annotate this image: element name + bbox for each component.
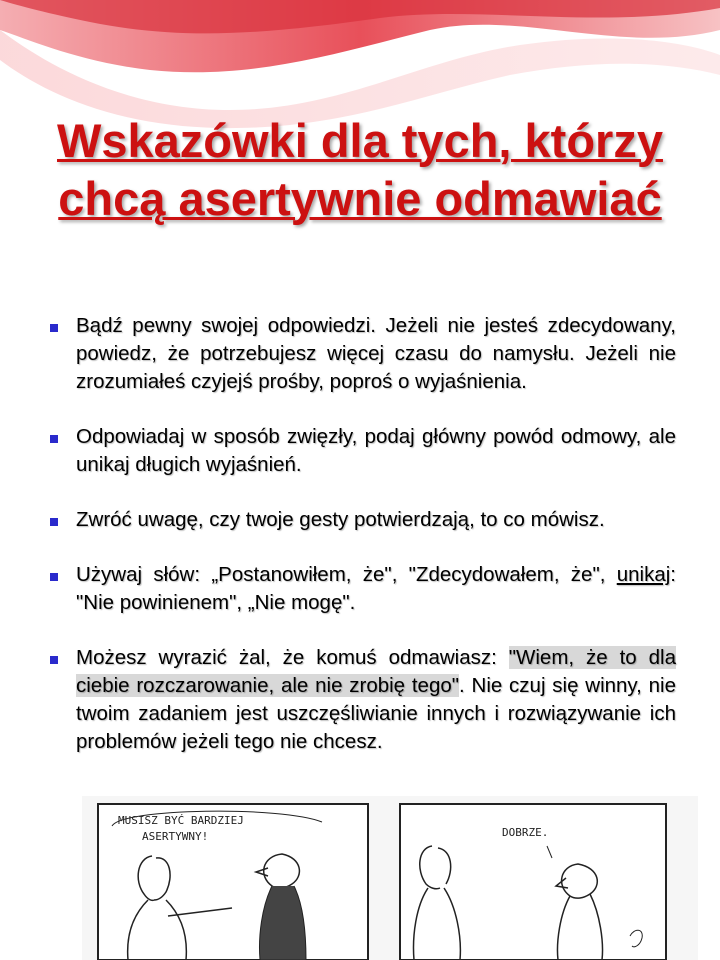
list-item bbox=[46, 506, 676, 534]
tip-text: Zwróć uwagę, czy twoje gesty potwierdzają, to co mówisz. bbox=[76, 508, 605, 531]
list-item bbox=[46, 644, 676, 756]
tips-list bbox=[46, 312, 676, 783]
tip-text: Bądź pewny swojej odpowiedzi. Jeżeli nie jesteś zdecydowany, powiedz, że potrzebujesz więcej czasu do namysłu. Jeżeli nie zrozumiałeś czyjejś prośby, poproś o wyjaśnienia. bbox=[76, 314, 676, 393]
speech-line: DOBRZE. bbox=[502, 826, 549, 839]
tip-highlighted-quote: "Wiem, że to dla ciebie rozczarowanie, ale nie zrobię tego" bbox=[76, 646, 676, 697]
list-item bbox=[46, 561, 676, 617]
bullet-square-icon bbox=[50, 435, 58, 443]
tip-text: Możesz wyrazić żal, że komuś odmawiasz: bbox=[76, 646, 509, 669]
tip-underlined-word: unikaj bbox=[616, 563, 671, 586]
speech-line: ASERTYWNY! bbox=[142, 830, 209, 843]
tip-text: Używaj słów: „Postanowiłem, że", "Zdecydowałem, że", bbox=[76, 563, 606, 586]
list-item bbox=[46, 312, 676, 396]
list-item bbox=[46, 423, 676, 479]
tip-text: : "Nie powinienem", „Nie mogę". bbox=[76, 563, 676, 614]
bullet-square-icon bbox=[50, 573, 58, 581]
bullet-square-icon bbox=[50, 518, 58, 526]
tip-text: . Nie czuj się winny, nie twoim zadaniem jest uszczęśliwianie innych i rozwiązywanie ich problemów jeżeli tego nie chcesz. bbox=[76, 674, 676, 753]
tip-text: Odpowiadaj w sposób zwięzły, podaj główny powód odmowy, ale unikaj długich wyjaśnień. bbox=[76, 425, 676, 476]
comic-strip-image bbox=[82, 796, 698, 960]
comic-drawing bbox=[82, 796, 698, 960]
bullet-square-icon bbox=[50, 324, 58, 332]
speech-line: MUSISZ BYĆ BARDZIEJ bbox=[118, 814, 244, 827]
bullet-square-icon bbox=[50, 656, 58, 664]
page-title: Wskazówki dla tych, którzy chcą asertywnie odmawiać bbox=[57, 114, 663, 225]
